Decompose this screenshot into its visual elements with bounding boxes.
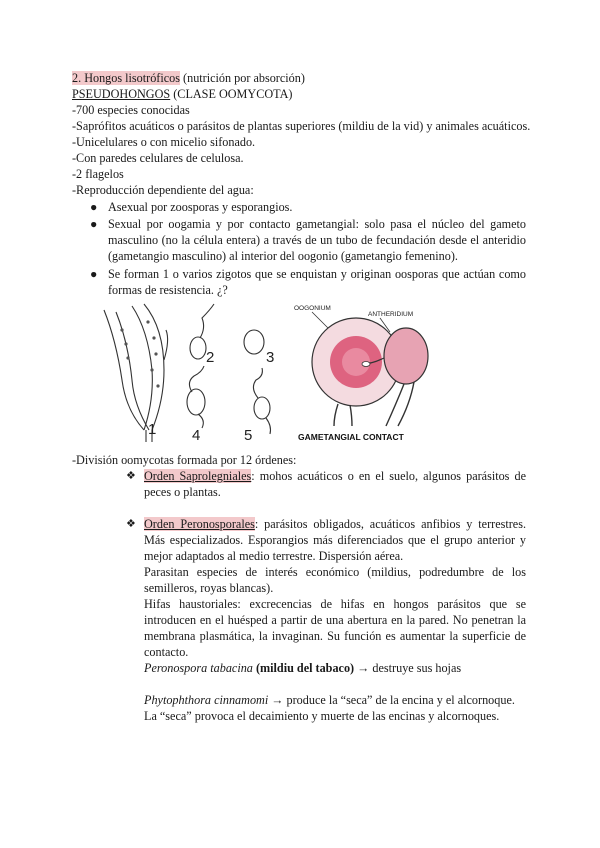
fact-line: -Unicelulares o con micelio sifonado.	[72, 135, 256, 149]
subheading-title: PSEUDOHONGOS	[72, 87, 171, 101]
subheading	[72, 86, 292, 102]
zoospore-2	[190, 337, 206, 359]
figure-label-5: 5	[244, 427, 253, 444]
bullet-item	[90, 199, 526, 215]
order-item	[126, 516, 526, 564]
subheading-note: (CLASE OOMYCOTA)	[173, 87, 293, 101]
diamond-bullet-icon: ❖	[126, 470, 136, 482]
fact-line: -Saprófitos acuáticos o parásitos de plantas superiores (mildiu de la vid) y animales acuáticos.	[72, 119, 531, 133]
fact-line: -Con paredes celulares de celulosa.	[72, 151, 244, 165]
figure-caption: GAMETANGIAL CONTACT	[298, 432, 404, 442]
zoospore-figure	[94, 300, 294, 445]
bullet-text: Se forman 1 o varios zigotos que se enquistan y originan oosporas que actúan como formas de resistencia. ¿?	[108, 267, 526, 297]
heading-title: Hongos lisotróficos	[84, 71, 180, 85]
order-name: Orden Saprolegniales	[144, 469, 252, 483]
species-effect: → produce la “seca” de la encina y el alcornoque.	[271, 693, 515, 707]
gametangial-contact-figure	[292, 300, 442, 445]
bullet-text: Sexual por oogamia y por contacto gametangial: solo pasa el núcleo del gameto masculino (no la célula entera) a través de un tubo de fecundación desde el anteridio (gametangio masculino) al interior del oogonio (gametangio femenino).	[108, 217, 526, 263]
bullet-item	[90, 266, 526, 298]
species-common-name: (mildiu del tabaco)	[255, 661, 355, 675]
order-item	[126, 468, 526, 500]
example-line	[144, 692, 534, 708]
bullet-item	[90, 216, 526, 264]
order-paragraph: Parasitan especies de interés económico (mildius, podredumbre de los semilleros, royas blancas).	[144, 565, 526, 595]
species-name: Peronospora tabacina	[144, 661, 253, 675]
fact-line: -2 flagelos	[72, 167, 124, 181]
heading-note: (nutrición por absorción)	[183, 71, 305, 85]
section-heading	[72, 70, 305, 86]
sporangium-outline	[132, 306, 152, 430]
example-line: La “seca” provoca el decaimiento y muerte de las encinas y alcornoques.	[144, 709, 500, 723]
antheridium-shape	[384, 328, 428, 384]
zoospore-5	[254, 397, 270, 419]
order-text	[144, 516, 526, 564]
figure-label-2: 2	[206, 349, 215, 366]
order-paragraph: Hifas haustoriales: excrecencias de hifas en hongos parásitos que se introducen en el huésped a partir de una abertura en la pared. No penetran la membrana plasmática, la invaginan. Su función es aumentar la superficie de contacto.	[144, 597, 526, 659]
zoospore-4	[187, 389, 205, 415]
species-name: Phytophthora cinnamomi	[144, 693, 269, 707]
order-desc: : mohos acuáticos o en el suelo, algunos parásitos de peces o plantas.	[144, 469, 526, 499]
order-text	[144, 468, 526, 500]
fact-line: -Reproducción dependiente del agua:	[72, 183, 254, 197]
heading-number: 2.	[72, 71, 82, 85]
bullet-icon: ●	[90, 200, 98, 214]
bullet-icon: ●	[90, 267, 98, 281]
sporangium-outline	[104, 310, 144, 430]
figure-label-3: 3	[266, 349, 275, 366]
zoospore-3	[244, 330, 264, 354]
bullet-text: Asexual por zoosporas y esporangios.	[108, 200, 293, 214]
figure-label-1: 1	[148, 421, 157, 438]
species-effect: → destruye sus hojas	[357, 661, 462, 675]
fact-line: -700 especies conocidas	[72, 103, 190, 117]
order-desc: : parásitos obligados, acuáticos anfibios y terrestres. Más especializados. Esporangios más diferenciados que el grupo anterior y mejor adaptados al medio terrestre. Dispersión aérea.	[144, 517, 526, 563]
figure-label-4: 4	[192, 427, 201, 444]
example-line	[144, 660, 526, 676]
antheridium-label: ANTHERIDIUM	[368, 311, 414, 318]
diamond-bullet-icon: ❖	[126, 518, 136, 530]
oogonium-label: OOGONIUM	[294, 305, 331, 312]
order-name: Orden Peronosporales	[144, 517, 255, 531]
bullet-icon: ●	[90, 217, 98, 231]
division-intro: -División oomycotas formada por 12 órdenes:	[72, 453, 297, 467]
